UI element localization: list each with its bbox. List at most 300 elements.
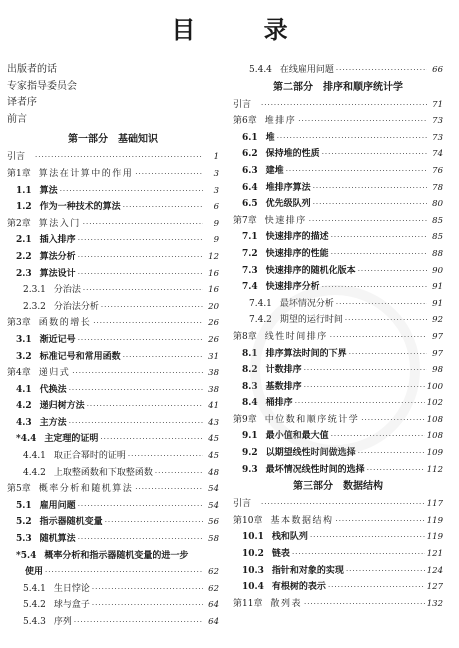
entry-title: 球与盒子 — [53, 600, 90, 611]
dot-leader — [123, 199, 203, 216]
entry-page: 92 — [432, 315, 443, 326]
dot-leader — [261, 97, 427, 114]
dot-leader — [322, 279, 427, 296]
dot-leader — [78, 531, 203, 548]
dot-leader — [345, 312, 427, 329]
front-matter-item[interactable]: 出版者的话 — [7, 64, 57, 75]
dot-leader — [72, 365, 203, 382]
dot-leader — [328, 579, 425, 596]
toc-left-column — [7, 62, 219, 631]
toc-entry-continuation[interactable] — [7, 564, 219, 581]
entry-page: 73 — [432, 116, 443, 127]
toc-section-entry[interactable] — [233, 146, 443, 163]
entry-number: 4.1 — [16, 384, 32, 395]
toc-section-entry[interactable] — [233, 163, 443, 180]
entry-number: 7.4.2 — [249, 315, 272, 326]
entry-page: 54 — [208, 500, 219, 511]
entry-page: 132 — [426, 598, 443, 609]
toc-section-entry[interactable] — [233, 130, 443, 147]
dot-leader — [93, 315, 203, 332]
toc-section-entry[interactable] — [233, 346, 443, 363]
entry-number: 6.2 — [242, 149, 258, 160]
entry-title: 指示器随机变量 — [39, 517, 103, 528]
entry-title: 最坏情况线性时间的选择 — [265, 464, 365, 475]
entry-number: 2.3.1 — [23, 285, 46, 296]
dot-leader — [87, 398, 203, 415]
entry-page: 108 — [426, 431, 443, 442]
dot-leader — [123, 349, 203, 366]
front-matter-item[interactable]: 译者序 — [7, 97, 37, 109]
dot-leader — [304, 362, 427, 379]
entry-number: 4.4.2 — [23, 467, 46, 478]
entry-title: 算法分析 — [39, 251, 76, 262]
entry-title: 优先级队列 — [265, 199, 311, 210]
entry-number: 4.4.1 — [23, 451, 46, 462]
dot-leader — [322, 146, 427, 163]
entry-page: 64 — [208, 617, 219, 627]
toc-chapter-entry[interactable] — [233, 213, 443, 230]
entry-title: 最小值和最大值 — [265, 431, 329, 442]
dot-leader — [367, 462, 425, 479]
toc-section-entry[interactable] — [233, 246, 443, 263]
entry-page: 119 — [426, 515, 443, 526]
entry-page: 76 — [432, 165, 443, 176]
entry-page: 12 — [208, 251, 219, 262]
entry-page: 20 — [208, 301, 219, 312]
dot-leader — [313, 196, 427, 213]
toc-section-entry[interactable] — [233, 279, 443, 296]
dot-leader — [128, 448, 203, 465]
entry-number: 第4章 — [7, 368, 31, 379]
entry-number: 5.2 — [16, 517, 32, 528]
entry-number: 2.1 — [16, 235, 32, 246]
part-heading: 第二部分 排序和顺序统计学 — [273, 81, 403, 93]
entry-number: 9.1 — [242, 431, 258, 442]
entry-number: 第11章 — [233, 598, 263, 609]
dot-leader — [292, 546, 425, 563]
entry-page: 78 — [432, 182, 443, 193]
toc-section-entry[interactable] — [7, 548, 219, 565]
entry-title: 中位数和顺序统计学 — [264, 414, 360, 425]
toc-chapter-entry[interactable] — [233, 97, 443, 114]
entry-number: 4.2 — [16, 401, 32, 412]
dot-leader — [331, 428, 425, 445]
toc-section-entry[interactable] — [7, 232, 219, 249]
page-title: 目 录 — [171, 16, 318, 44]
dot-leader — [105, 514, 203, 531]
entry-page: 41 — [208, 401, 219, 412]
dot-leader — [135, 166, 203, 183]
entry-number: 第3章 — [7, 318, 31, 329]
entry-title: 快速排序的随机化版本 — [265, 265, 356, 276]
dot-leader — [336, 296, 427, 313]
entry-title: 上取整函数和下取整函数 — [53, 467, 153, 478]
toc-section-entry[interactable] — [233, 546, 443, 563]
dot-leader — [78, 249, 203, 266]
entry-title: 算法设计 — [39, 268, 76, 279]
entry-number: 引言 — [233, 499, 252, 510]
dot-leader — [310, 529, 425, 546]
entry-title: 概率分析和指示器随机变量的进一步 — [44, 550, 189, 561]
entry-page: 26 — [208, 318, 219, 329]
toc-section-entry[interactable] — [233, 296, 443, 313]
entry-page: 6 — [213, 202, 219, 213]
toc-chapter-entry[interactable] — [7, 365, 219, 382]
entry-title: 有根树的表示 — [271, 582, 326, 593]
entry-title: 桶排序 — [265, 398, 293, 409]
entry-number: 第1章 — [7, 168, 31, 179]
entry-number: 6.1 — [242, 132, 258, 143]
toc-section-entry[interactable] — [233, 462, 443, 479]
entry-title: 在线雇用问题 — [279, 65, 334, 75]
entry-page: 121 — [426, 549, 443, 560]
entry-number: 第6章 — [233, 116, 257, 127]
toc-section-entry[interactable] — [7, 382, 219, 399]
entry-number: 3.2 — [16, 351, 32, 362]
entry-number: 2.2 — [16, 251, 32, 262]
toc-section-entry[interactable] — [7, 448, 219, 465]
toc-section-entry[interactable] — [233, 428, 443, 445]
entry-title: 指针和对象的实现 — [271, 565, 344, 576]
entry-number: 8.3 — [242, 381, 258, 392]
entry-page: 98 — [432, 365, 443, 376]
entry-title: 算法入门 — [38, 218, 81, 229]
dot-leader — [361, 412, 425, 429]
entry-page: 80 — [432, 199, 443, 210]
dot-leader — [83, 216, 203, 233]
toc-section-entry[interactable] — [233, 362, 443, 379]
entry-page: 45 — [208, 451, 219, 462]
entry-number: 第7章 — [233, 215, 257, 226]
entry-title: 随机算法 — [39, 534, 76, 545]
dot-leader — [78, 232, 203, 249]
toc-section-entry[interactable] — [233, 196, 443, 213]
entry-title: 使用 — [25, 567, 44, 578]
entry-number: 第2章 — [7, 218, 31, 229]
toc-section-entry[interactable] — [233, 395, 443, 412]
entry-title: 堆排序 — [264, 116, 297, 127]
dot-leader — [74, 614, 203, 631]
entry-page: 90 — [432, 265, 443, 276]
toc-chapter-entry[interactable] — [233, 113, 443, 130]
entry-title: 生日悖论 — [53, 583, 90, 594]
entry-number: 5.4.4 — [249, 65, 272, 75]
toc-chapter-entry[interactable] — [7, 149, 219, 166]
entry-title: 快速排序 — [264, 215, 307, 226]
toc-section-entry[interactable] — [7, 531, 219, 548]
toc-section-entry[interactable] — [7, 465, 219, 482]
dot-leader — [346, 563, 425, 580]
toc-section-entry[interactable] — [7, 332, 219, 349]
entry-number: 7.3 — [242, 265, 258, 276]
entry-number: 第5章 — [7, 484, 31, 495]
entry-page: 71 — [432, 99, 443, 110]
toc-section-entry[interactable] — [7, 282, 219, 299]
entry-title: 以期望线性时间做选择 — [265, 448, 356, 459]
toc-section-entry[interactable] — [7, 581, 219, 598]
entry-page: 38 — [208, 384, 219, 395]
toc-section-entry[interactable] — [233, 263, 443, 280]
entry-number: 6.5 — [242, 199, 258, 210]
entry-page: 62 — [208, 583, 219, 594]
dot-leader — [92, 597, 203, 614]
entry-page: 66 — [432, 65, 443, 75]
entry-title: 取正合幂时的证明 — [53, 451, 126, 462]
entry-page: 73 — [432, 132, 443, 143]
dot-leader — [83, 282, 203, 299]
entry-number: *5.4 — [16, 550, 37, 561]
entry-number: 10.2 — [242, 549, 264, 560]
toc-chapter-entry[interactable] — [7, 315, 219, 332]
entry-title: 保持堆的性质 — [265, 149, 320, 160]
entry-page: 85 — [432, 215, 443, 226]
toc-section-entry[interactable] — [233, 180, 443, 197]
toc-section-entry[interactable] — [233, 529, 443, 546]
toc-section-entry[interactable] — [7, 349, 219, 366]
entry-number: 7.2 — [242, 248, 258, 259]
entry-page: 48 — [208, 467, 219, 478]
entry-page: 112 — [426, 464, 443, 475]
entry-page: 88 — [432, 248, 443, 259]
entry-number: 7.4.1 — [249, 298, 272, 309]
toc-section-entry[interactable] — [7, 183, 219, 200]
entry-page: 43 — [208, 417, 219, 428]
dot-leader — [335, 513, 424, 530]
toc-chapter-entry[interactable] — [233, 513, 443, 530]
front-matter-item[interactable]: 专家指导委员会 — [7, 80, 77, 92]
entry-page: 97 — [432, 331, 443, 342]
entry-number: 10.1 — [242, 532, 264, 543]
toc-chapter-entry[interactable] — [7, 166, 219, 183]
entry-title: 序列 — [53, 617, 72, 627]
entry-page: 117 — [426, 499, 443, 510]
entry-number: 引言 — [233, 99, 252, 110]
entry-title: 雇用问题 — [39, 500, 76, 511]
toc-chapter-entry[interactable] — [233, 412, 443, 429]
entry-page: 54 — [208, 484, 219, 495]
toc-section-entry[interactable] — [7, 299, 219, 316]
dot-leader — [304, 596, 425, 613]
entry-number: 第9章 — [233, 414, 257, 425]
entry-page: 56 — [208, 517, 219, 528]
dot-leader — [298, 113, 427, 130]
entry-number: 9.2 — [242, 448, 258, 459]
entry-page: 102 — [426, 398, 443, 409]
entry-page: 100 — [426, 381, 443, 392]
dot-leader — [60, 183, 203, 200]
dot-leader — [358, 445, 425, 462]
entry-number: 5.1 — [16, 500, 32, 511]
entry-title: 代换法 — [39, 384, 67, 395]
entry-title: 基本数据结构 — [270, 515, 334, 526]
entry-title: 期望的运行时间 — [279, 315, 343, 326]
entry-title: 标准记号和常用函数 — [39, 351, 121, 362]
entry-page: 127 — [426, 582, 443, 593]
entry-page: 108 — [426, 414, 443, 425]
entry-page: 97 — [432, 348, 443, 359]
entry-number: 4.3 — [16, 417, 32, 428]
entry-page: 45 — [208, 434, 219, 445]
entry-number: 3.1 — [16, 334, 32, 345]
dot-leader — [313, 180, 427, 197]
entry-title: 建堆 — [265, 165, 284, 176]
entry-page: 91 — [432, 298, 443, 309]
entry-number: 5.3 — [16, 534, 32, 545]
toc-right-column — [233, 62, 443, 612]
entry-title: 散列表 — [270, 598, 302, 609]
toc-section-entry[interactable] — [7, 431, 219, 448]
toc-section-entry[interactable] — [7, 514, 219, 531]
entry-title: 最坏情况分析 — [279, 298, 334, 309]
entry-title: 递归树方法 — [39, 401, 85, 412]
entry-page: 85 — [432, 232, 443, 243]
entry-page: 38 — [208, 368, 219, 379]
dot-leader — [45, 564, 203, 581]
entry-page: 124 — [426, 565, 443, 576]
entry-title: 基数排序 — [265, 381, 302, 392]
entry-number: 1.2 — [16, 202, 32, 213]
entry-title: 主方法 — [39, 417, 67, 428]
dot-leader — [286, 163, 427, 180]
entry-title: 递归式 — [38, 368, 71, 379]
dot-leader — [304, 379, 425, 396]
entry-page: 91 — [432, 282, 443, 293]
entry-number: 6.4 — [242, 182, 258, 193]
entry-number: 8.1 — [242, 348, 258, 359]
entry-title: 作为一种技术的算法 — [39, 202, 121, 213]
dot-leader — [331, 246, 427, 263]
entry-title: 分治法 — [53, 285, 81, 296]
entry-title: 函数的增长 — [38, 318, 92, 329]
dot-leader — [135, 481, 203, 498]
entry-title: 算法 — [39, 185, 58, 196]
entry-title: 快速排序的性能 — [265, 248, 329, 259]
dot-leader — [78, 266, 203, 283]
dot-leader — [336, 62, 427, 79]
entry-page: 9 — [213, 218, 219, 229]
entry-title: 主定理的证明 — [44, 434, 99, 445]
entry-number: 第10章 — [233, 515, 263, 526]
toc-section-entry[interactable] — [233, 229, 443, 246]
dot-leader — [35, 149, 203, 166]
entry-number: 5.4.3 — [23, 617, 46, 627]
dot-leader — [78, 498, 203, 515]
entry-title: 分治法分析 — [53, 301, 99, 312]
dot-leader — [261, 496, 425, 513]
entry-title: 概率分析和随机算法 — [38, 484, 134, 495]
entry-page: 64 — [208, 600, 219, 611]
entry-number: 5.4.2 — [23, 600, 46, 611]
toc-section-entry[interactable] — [7, 415, 219, 432]
entry-title: 堆 — [265, 132, 275, 143]
entry-page: 16 — [208, 285, 219, 296]
entry-number: 1.1 — [16, 185, 32, 196]
entry-number: 6.3 — [242, 165, 258, 176]
toc-section-entry[interactable] — [7, 614, 219, 631]
dot-leader — [155, 465, 203, 482]
entry-title: 线性时间排序 — [264, 331, 328, 342]
entry-number: 引言 — [7, 152, 26, 163]
dot-leader — [358, 263, 427, 280]
entry-page: 3 — [213, 168, 219, 179]
entry-number: 2.3 — [16, 268, 32, 279]
toc-section-entry[interactable] — [7, 266, 219, 283]
part-heading: 第三部分 数据结构 — [293, 481, 383, 493]
toc-section-entry[interactable] — [7, 398, 219, 415]
dot-leader — [69, 415, 203, 432]
dot-leader — [295, 395, 425, 412]
entry-page: 1 — [213, 152, 219, 163]
dot-leader — [277, 130, 427, 147]
dot-leader — [309, 213, 427, 230]
part-heading: 第一部分 基础知识 — [68, 134, 158, 146]
entry-number: 9.3 — [242, 464, 258, 475]
entry-title: 栈和队列 — [271, 532, 308, 543]
toc-section-entry[interactable] — [233, 62, 443, 79]
entry-number: 5.4.1 — [23, 583, 46, 594]
front-matter-item[interactable]: 前言 — [7, 113, 27, 125]
entry-page: 26 — [208, 334, 219, 345]
toc-section-entry[interactable] — [7, 498, 219, 515]
dot-leader — [69, 382, 203, 399]
entry-page: 31 — [208, 351, 219, 362]
entry-page: 62 — [208, 567, 219, 578]
entry-page: 74 — [432, 149, 443, 160]
entry-number: 7.1 — [242, 232, 258, 243]
dot-leader — [100, 431, 203, 448]
entry-title: 算法在计算中的作用 — [38, 168, 134, 179]
entry-number: 7.4 — [242, 282, 258, 293]
dot-leader — [101, 299, 203, 316]
toc-section-entry[interactable] — [233, 379, 443, 396]
toc-section-entry[interactable] — [233, 579, 443, 596]
toc-section-entry[interactable] — [7, 249, 219, 266]
entry-title: 排序算法时间的下界 — [265, 348, 347, 359]
entry-number: 8.4 — [242, 398, 258, 409]
toc-section-entry[interactable] — [233, 312, 443, 329]
entry-page: 3 — [213, 185, 219, 196]
toc-left-list — [7, 131, 219, 630]
entry-page: 58 — [208, 534, 219, 545]
entry-title: 快速排序分析 — [265, 282, 320, 293]
toc-chapter-entry[interactable] — [233, 596, 443, 613]
entry-title: 插入排序 — [39, 235, 76, 246]
toc-right-list — [233, 62, 443, 612]
dot-leader — [92, 581, 203, 598]
entry-page: 9 — [213, 235, 219, 246]
toc-section-entry[interactable] — [233, 445, 443, 462]
toc-section-entry[interactable] — [7, 597, 219, 614]
toc-chapter-entry[interactable] — [233, 329, 443, 346]
toc-chapter-entry[interactable] — [233, 496, 443, 513]
entry-number: 10.3 — [242, 565, 264, 576]
toc-chapter-entry[interactable] — [7, 481, 219, 498]
entry-number: 8.2 — [242, 365, 258, 376]
entry-title: 链表 — [271, 549, 290, 560]
toc-section-entry[interactable] — [7, 199, 219, 216]
entry-title: 快速排序的描述 — [265, 232, 329, 243]
entry-page: 119 — [426, 532, 443, 543]
toc-section-entry[interactable] — [233, 563, 443, 580]
entry-title: 渐近记号 — [39, 334, 76, 345]
entry-number: *4.4 — [16, 434, 37, 445]
entry-title: 堆排序算法 — [265, 182, 311, 193]
toc-chapter-entry[interactable] — [7, 216, 219, 233]
entry-number: 2.3.2 — [23, 301, 46, 312]
front-matter — [7, 62, 219, 131]
dot-leader — [78, 332, 203, 349]
entry-page: 109 — [426, 448, 443, 459]
